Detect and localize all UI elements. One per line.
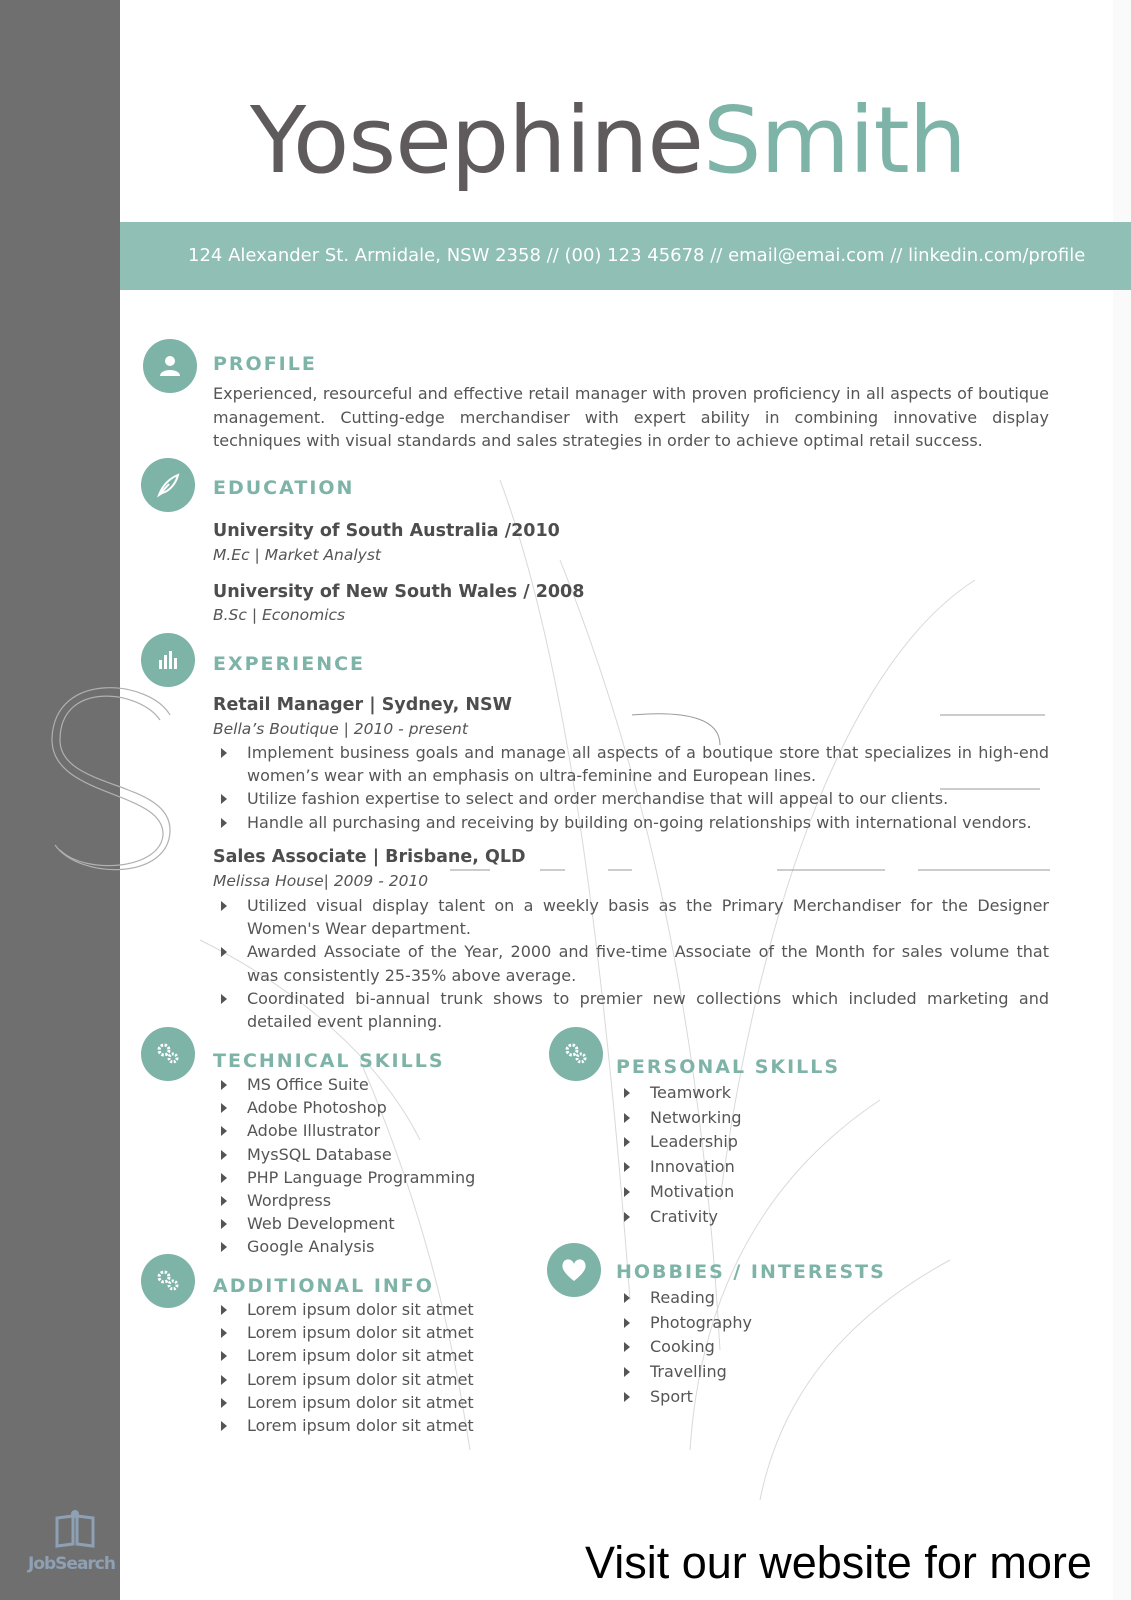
list-item: Lorem ipsum dolor sit atmet	[213, 1391, 543, 1414]
job-1-company: Bella’s Boutique | 2010 - present	[213, 720, 468, 738]
list-item: Utilized visual display talent on a weekly basis as the Primary Merchandiser for the Designer Women's Wear department.	[213, 894, 1049, 940]
list-item: Awarded Associate of the Year, 2000 and five-time Associate of the Month for sales volume that was consistently 25-35% above average.	[213, 940, 1049, 986]
visit-website-link[interactable]: Visit our website for more	[585, 1537, 1092, 1588]
list-item: Reading	[616, 1286, 916, 1311]
list-item: Motivation	[616, 1180, 916, 1205]
list-item: Implement business goals and manage all aspects of a boutique store that specializes in high-end women’s wear with an emphasis on ultra-feminine and European lines.	[213, 741, 1049, 787]
list-item: Photography	[616, 1311, 916, 1336]
hobbies-heading: HOBBIES / INTERESTS	[616, 1261, 886, 1283]
list-item: Networking	[616, 1106, 916, 1131]
technical-skills-heading: TECHNICAL SKILLS	[213, 1050, 445, 1072]
profile-heading: PROFILE	[213, 353, 317, 375]
list-item: Innovation	[616, 1155, 916, 1180]
list-item: Lorem ipsum dolor sit atmet	[213, 1368, 543, 1391]
list-item: Utilize fashion expertise to select and order merchandise that will appeal to our clients.	[213, 787, 1049, 810]
list-item: PHP Language Programming	[213, 1166, 543, 1189]
list-item: Adobe Illustrator	[213, 1119, 543, 1142]
job-1-title: Retail Manager | Sydney, NSW	[213, 695, 512, 715]
profile-icon	[143, 339, 197, 393]
personal-skills-heading: PERSONAL SKILLS	[616, 1056, 841, 1078]
job-1-bullets	[213, 741, 1049, 834]
technical-skills-list	[213, 1073, 543, 1259]
jobsearch-logo[interactable]	[28, 1508, 123, 1578]
list-item: Leadership	[616, 1130, 916, 1155]
education-school-2: University of New South Wales / 2008	[213, 582, 585, 602]
bar-chart-icon	[156, 648, 180, 672]
personal-skills-list	[616, 1081, 916, 1229]
book-icon	[53, 1508, 97, 1548]
list-item: Lorem ipsum dolor sit atmet	[213, 1298, 543, 1321]
list-item: Cooking	[616, 1335, 916, 1360]
education-school-1: University of South Australia /2010	[213, 521, 560, 541]
list-item: Lorem ipsum dolor sit atmet	[213, 1414, 543, 1437]
list-item: Web Development	[213, 1212, 543, 1235]
gears-icon	[563, 1041, 589, 1067]
job-2-title: Sales Associate | Brisbane, QLD	[213, 847, 526, 867]
additional-info-icon	[141, 1254, 195, 1308]
hobbies-list	[616, 1286, 916, 1410]
logo-text: JobSearch	[28, 1554, 115, 1574]
education-icon	[141, 458, 195, 512]
list-item: Lorem ipsum dolor sit atmet	[213, 1344, 543, 1367]
experience-icon	[141, 633, 195, 687]
candidate-name	[250, 87, 966, 194]
contact-info: 124 Alexander St. Armidale, NSW 2358 // (00) 123 45678 // email@emai.com // linkedin.com/profile	[188, 245, 1086, 266]
additional-info-list	[213, 1298, 543, 1437]
list-item: Google Analysis	[213, 1235, 543, 1258]
technical-skills-icon	[141, 1027, 195, 1081]
hobbies-icon	[547, 1243, 601, 1297]
list-item: Crativity	[616, 1205, 916, 1230]
first-name: Yosephine	[250, 87, 703, 194]
person-icon	[157, 353, 183, 379]
list-item: MysSQL Database	[213, 1143, 543, 1166]
education-degree-2: B.Sc | Economics	[213, 606, 346, 624]
gears-icon	[155, 1268, 181, 1294]
education-degree-1: M.Ec | Market Analyst	[213, 546, 382, 564]
list-item: Wordpress	[213, 1189, 543, 1212]
personal-skills-icon	[549, 1027, 603, 1081]
experience-heading: EXPERIENCE	[213, 653, 366, 675]
contact-bar	[120, 222, 1131, 290]
heart-icon	[560, 1257, 588, 1283]
job-2-bullets	[213, 894, 1049, 1033]
list-item: Sport	[616, 1385, 916, 1410]
gears-icon	[155, 1041, 181, 1067]
list-item: Coordinated bi-annual trunk shows to premier new collections which included marketing and detailed event planning.	[213, 987, 1049, 1033]
list-item: Teamwork	[616, 1081, 916, 1106]
job-2-company: Melissa House| 2009 - 2010	[213, 872, 429, 890]
list-item: MS Office Suite	[213, 1073, 543, 1096]
profile-text: Experienced, resourceful and effective retail manager with proven proficiency in all aspects of boutique management. Cutting-edge merchandiser with expert ability in combining innovative display techniques with visual standards and sales strategies in order to achieve optimal retail success.	[213, 384, 1049, 450]
list-item: Lorem ipsum dolor sit atmet	[213, 1321, 543, 1344]
list-item: Adobe Photoshop	[213, 1096, 543, 1119]
quill-icon	[154, 471, 182, 499]
additional-info-heading: ADDITIONAL INFO	[213, 1275, 434, 1297]
education-heading: EDUCATION	[213, 477, 355, 499]
list-item: Handle all purchasing and receiving by building on-going relationships with international vendors.	[213, 811, 1049, 834]
list-item: Travelling	[616, 1360, 916, 1385]
last-name: Smith	[702, 87, 966, 194]
